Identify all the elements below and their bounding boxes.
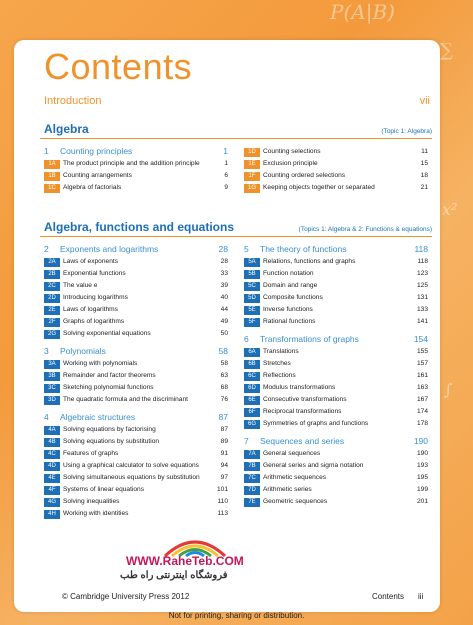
section-code-badge: 2G <box>44 330 60 339</box>
entry-page: 113 <box>217 510 228 517</box>
section-code-badge: 6F <box>244 408 260 417</box>
chapter-heading[interactable] <box>244 244 428 256</box>
entry-page: 155 <box>416 348 428 355</box>
section-title: Algebra, functions and equations <box>44 220 235 234</box>
entry-title: Stretches <box>263 360 291 367</box>
chapter-page: 58 <box>218 346 228 356</box>
entry-title: Arithmetic series <box>263 486 312 493</box>
section-code-badge: 5F <box>244 318 260 327</box>
section-heading-algebra-functions-equations <box>40 218 432 237</box>
toc-entry[interactable] <box>244 474 428 483</box>
entry-page: 39 <box>220 282 228 289</box>
entry-page: 33 <box>220 270 228 277</box>
toc-entry[interactable] <box>244 372 428 381</box>
toc-entry[interactable] <box>44 360 228 369</box>
entry-page: 21 <box>420 184 428 191</box>
section-code-badge: 6D <box>244 384 260 393</box>
entry-title: Rational functions <box>263 318 316 325</box>
toc-entry[interactable] <box>244 294 428 303</box>
section-code-badge: 6B <box>244 360 260 369</box>
entry-page: 195 <box>416 474 428 481</box>
section-code-badge: 6C <box>244 372 260 381</box>
entry-page: 15 <box>420 160 428 167</box>
chapter-page: 1 <box>223 146 228 156</box>
toc-entry[interactable] <box>44 474 228 483</box>
chapter-title: Polynomials <box>60 346 106 356</box>
section-code-badge: 4E <box>44 474 60 483</box>
toc-entry[interactable] <box>244 160 428 169</box>
section-topic: (Topics 1: Algebra & 2: Functions & equations) <box>298 226 432 233</box>
toc-entry[interactable] <box>44 270 228 279</box>
footer-page-number: iii <box>418 592 424 601</box>
section-code-badge: 4F <box>44 486 60 495</box>
watermark-persian: فروشگاه اینترنتی راه طب <box>120 570 228 581</box>
entry-title: Exclusion principle <box>263 160 318 167</box>
entry-page: 131 <box>416 294 428 301</box>
entry-page: 6 <box>224 172 228 179</box>
entry-page: 49 <box>220 318 228 325</box>
entry-title: The product principle and the addition principle <box>63 160 200 167</box>
chapter-title: Transformations of graphs <box>260 334 359 344</box>
entry-page: 157 <box>416 360 428 367</box>
toc-entry[interactable] <box>44 372 228 381</box>
entry-title: Counting selections <box>263 148 321 155</box>
toc-entry[interactable] <box>44 282 228 291</box>
section-code-badge: 3C <box>44 384 60 393</box>
entry-page: 44 <box>220 306 228 313</box>
toc-entry[interactable] <box>44 258 228 267</box>
entry-title: Symmetries of graphs and functions <box>263 420 369 427</box>
section-topic: (Topic 1: Algebra) <box>381 128 432 135</box>
toc-entry[interactable] <box>44 318 228 327</box>
entry-title: Features of graphs <box>63 450 119 457</box>
toc-entry[interactable] <box>244 384 428 393</box>
section-code-badge: 4A <box>44 426 60 435</box>
entry-page: 11 <box>421 148 428 155</box>
chapter-title: The theory of functions <box>260 244 347 254</box>
entry-page: 199 <box>416 486 428 493</box>
entry-page: 97 <box>220 474 228 481</box>
entry-title: Arithmetic sequences <box>263 474 327 481</box>
toc-entry[interactable] <box>44 160 228 169</box>
footer-page-label <box>372 592 423 601</box>
toc-entry[interactable] <box>244 318 428 327</box>
entry-title: Counting arrangements <box>63 172 132 179</box>
entry-title: Function notation <box>263 270 314 277</box>
chapter-title: Algebraic structures <box>60 412 136 422</box>
chapter-number: 7 <box>244 436 249 446</box>
section-code-badge: 7A <box>244 450 260 459</box>
chapter-title: Counting principles <box>60 146 133 156</box>
chapter-heading[interactable] <box>44 412 228 424</box>
toc-entry[interactable] <box>244 282 428 291</box>
toc-entry[interactable] <box>244 270 428 279</box>
watermark-site: WWW.RaheTeb.COM <box>126 554 244 568</box>
section-code-badge: 3B <box>44 372 60 381</box>
entry-title: Domain and range <box>263 282 318 289</box>
entry-title: Laws of exponents <box>63 258 118 265</box>
section-code-badge: 6E <box>244 396 260 405</box>
section-code-badge: 1A <box>44 160 60 169</box>
entry-page: 110 <box>217 498 228 505</box>
entry-title: Solving simultaneous equations by substitution <box>63 474 200 481</box>
section-code-badge: 1B <box>44 172 60 181</box>
entry-title: Inverse functions <box>263 306 313 313</box>
chapter-number: 1 <box>44 146 49 156</box>
section-code-badge: 5A <box>244 258 260 267</box>
entry-title: Composite functions <box>263 294 323 301</box>
distribution-notice: Not for printing, sharing or distribution. <box>168 611 305 620</box>
section-code-badge: 1F <box>244 172 260 181</box>
entry-title: Laws of logarithms <box>63 306 118 313</box>
section-code-badge: 7E <box>244 498 260 507</box>
entry-title: Solving equations by substitution <box>63 438 160 445</box>
entry-title: Keeping objects together or separated <box>263 184 375 191</box>
chapter-heading[interactable] <box>244 334 428 346</box>
entry-title: Working with polynomials <box>63 360 138 367</box>
background-formula: P(A|B) <box>330 0 395 24</box>
section-code-badge: 5D <box>244 294 260 303</box>
chapter-number: 3 <box>44 346 49 356</box>
toc-entry[interactable] <box>244 420 428 429</box>
toc-entry[interactable] <box>44 330 228 339</box>
entry-title: Solving inequalities <box>63 498 120 505</box>
toc-entry[interactable] <box>44 486 228 495</box>
entry-page: 123 <box>416 270 428 277</box>
section-code-badge: 4D <box>44 462 60 471</box>
entry-page: 50 <box>220 330 228 337</box>
toc-entry[interactable] <box>244 184 428 193</box>
entry-page: 94 <box>220 462 228 469</box>
entry-page: 141 <box>416 318 428 325</box>
toc-entry[interactable] <box>244 360 428 369</box>
section-title: Algebra <box>44 122 89 136</box>
toc-entry[interactable] <box>244 450 428 459</box>
section-code-badge: 4G <box>44 498 60 507</box>
section-heading-algebra <box>40 120 432 139</box>
entry-title: Algebra of factorials <box>63 184 122 191</box>
chapter-number: 5 <box>244 244 249 254</box>
entry-page: 89 <box>220 438 228 445</box>
toc-entry[interactable] <box>244 306 428 315</box>
entry-page: 9 <box>224 184 228 191</box>
toc-entry[interactable] <box>44 462 228 471</box>
entry-title: Solving equations by factorising <box>63 426 156 433</box>
entry-page: 101 <box>216 486 228 493</box>
entry-title: General sequences <box>263 450 321 457</box>
entry-title: Using a graphical calculator to solve equations <box>63 462 199 469</box>
section-code-badge: 4B <box>44 438 60 447</box>
toc-entry[interactable] <box>44 384 228 393</box>
entry-page: 201 <box>416 498 428 505</box>
section-code-badge: 2B <box>44 270 60 279</box>
chapter-heading[interactable] <box>244 436 428 448</box>
section-code-badge: 7D <box>244 486 260 495</box>
entry-title: Solving exponential equations <box>63 330 151 337</box>
toc-entry[interactable] <box>44 426 228 435</box>
toc-entry[interactable] <box>44 498 228 507</box>
toc-entry[interactable] <box>244 148 428 157</box>
entry-title: Consecutive transformations <box>263 396 347 403</box>
toc-entry[interactable] <box>244 258 428 267</box>
section-code-badge: 2C <box>44 282 60 291</box>
background-formula: ∑ <box>440 40 453 61</box>
entry-title: Translations <box>263 348 299 355</box>
section-code-badge: 2F <box>44 318 60 327</box>
section-code-badge: 7C <box>244 474 260 483</box>
entry-page: 40 <box>220 294 228 301</box>
toc-entry[interactable] <box>244 172 428 181</box>
section-code-badge: 4H <box>44 510 60 519</box>
section-code-badge: 2E <box>44 306 60 315</box>
chapter-heading[interactable] <box>44 346 228 358</box>
toc-entry[interactable] <box>44 396 228 405</box>
toc-entry[interactable] <box>244 486 428 495</box>
section-code-badge: 5B <box>244 270 260 279</box>
entry-page: 91 <box>220 450 228 457</box>
entry-title: Systems of linear equations <box>63 486 144 493</box>
entry-title: Exponential functions <box>63 270 126 277</box>
chapter-title: Sequences and series <box>260 436 345 446</box>
toc-entry[interactable] <box>44 450 228 459</box>
entry-page: 193 <box>416 462 428 469</box>
entry-title: Modulus transformations <box>263 384 336 391</box>
chapter-heading[interactable] <box>44 146 228 158</box>
entry-page: 178 <box>416 420 428 427</box>
entry-title: Reciprocal transformations <box>263 408 342 415</box>
entry-page: 28 <box>220 258 228 265</box>
watermark <box>120 534 244 592</box>
algebra-right-column <box>244 148 428 196</box>
toc-entry[interactable] <box>44 294 228 303</box>
section-code-badge: 6G <box>244 420 260 429</box>
entry-title: Counting ordered selections <box>263 172 346 179</box>
section-code-badge: 3D <box>44 396 60 405</box>
afe-left-column <box>44 244 228 522</box>
chapter-page: 87 <box>218 412 228 422</box>
toc-entry[interactable] <box>244 462 428 471</box>
entry-title: The value e <box>63 282 98 289</box>
footer-label: Contents <box>372 592 405 601</box>
chapter-page: 154 <box>413 334 428 344</box>
chapter-number: 6 <box>244 334 249 344</box>
entry-page: 190 <box>416 450 428 457</box>
page-title: Contents <box>44 46 193 87</box>
section-code-badge: 4C <box>44 450 60 459</box>
entry-page: 161 <box>416 372 428 379</box>
algebra-left-column <box>44 146 228 196</box>
entry-page: 76 <box>220 396 228 403</box>
section-code-badge: 1G <box>244 184 260 193</box>
section-code-badge: 5C <box>244 282 260 291</box>
section-code-badge: 6A <box>244 348 260 357</box>
section-code-badge: 1D <box>244 148 260 157</box>
section-code-badge: 1E <box>244 160 260 169</box>
section-code-badge: 2A <box>44 258 60 267</box>
toc-entry[interactable] <box>44 184 228 193</box>
chapter-page: 190 <box>413 436 428 446</box>
toc-entry[interactable] <box>244 498 428 507</box>
entry-page: 87 <box>220 426 228 433</box>
entry-page: 18 <box>420 172 428 179</box>
introduction-entry[interactable] <box>44 95 430 107</box>
toc-entry[interactable] <box>44 172 228 181</box>
background-formula: x² <box>442 200 458 219</box>
entry-page: 163 <box>416 384 428 391</box>
section-code-badge: 3A <box>44 360 60 369</box>
entry-title: Reflections <box>263 372 296 379</box>
entry-page: 58 <box>220 360 228 367</box>
chapter-page: 28 <box>218 244 228 254</box>
entry-title: Relations, functions and graphs <box>263 258 356 265</box>
toc-entry[interactable] <box>244 408 428 417</box>
chapter-title: Exponents and logarithms <box>60 244 159 254</box>
entry-title: Introducing logarithms <box>63 294 128 301</box>
entry-page: 174 <box>416 408 428 415</box>
entry-title: Graphs of logarithms <box>63 318 125 325</box>
entry-page: 63 <box>220 372 228 379</box>
entry-page: 133 <box>416 306 428 313</box>
entry-title: Remainder and factor theorems <box>63 372 156 379</box>
toc-entry[interactable] <box>244 348 428 357</box>
entry-page: 167 <box>416 396 428 403</box>
chapter-page: 118 <box>414 244 428 254</box>
copyright: © Cambridge University Press 2012 <box>62 592 190 601</box>
entry-title: The quadratic formula and the discriminant <box>63 396 188 403</box>
toc-entry[interactable] <box>44 510 228 519</box>
toc-entry[interactable] <box>244 396 428 405</box>
section-code-badge: 5E <box>244 306 260 315</box>
entry-title: Sketching polynomial functions <box>63 384 154 391</box>
entry-title: Working with identities <box>63 510 129 517</box>
chapter-heading[interactable] <box>44 244 228 256</box>
entry-title: Geometric sequences <box>263 498 328 505</box>
entry-page: 68 <box>220 384 228 391</box>
toc-entry[interactable] <box>44 306 228 315</box>
afe-right-column <box>244 244 428 510</box>
chapter-number: 4 <box>44 412 49 422</box>
toc-entry[interactable] <box>44 438 228 447</box>
entry-page: 118 <box>417 258 428 265</box>
introduction-page: vii <box>419 95 430 107</box>
entry-page: 1 <box>224 160 228 167</box>
entry-title: General series and sigma notation <box>263 462 364 469</box>
section-code-badge: 7B <box>244 462 260 471</box>
chapter-number: 2 <box>44 244 49 254</box>
section-code-badge: 2D <box>44 294 60 303</box>
background-formula: ∫ <box>444 380 453 399</box>
introduction-label: Introduction <box>44 95 102 107</box>
section-code-badge: 1C <box>44 184 60 193</box>
contents-page <box>14 40 440 612</box>
entry-page: 125 <box>416 282 428 289</box>
